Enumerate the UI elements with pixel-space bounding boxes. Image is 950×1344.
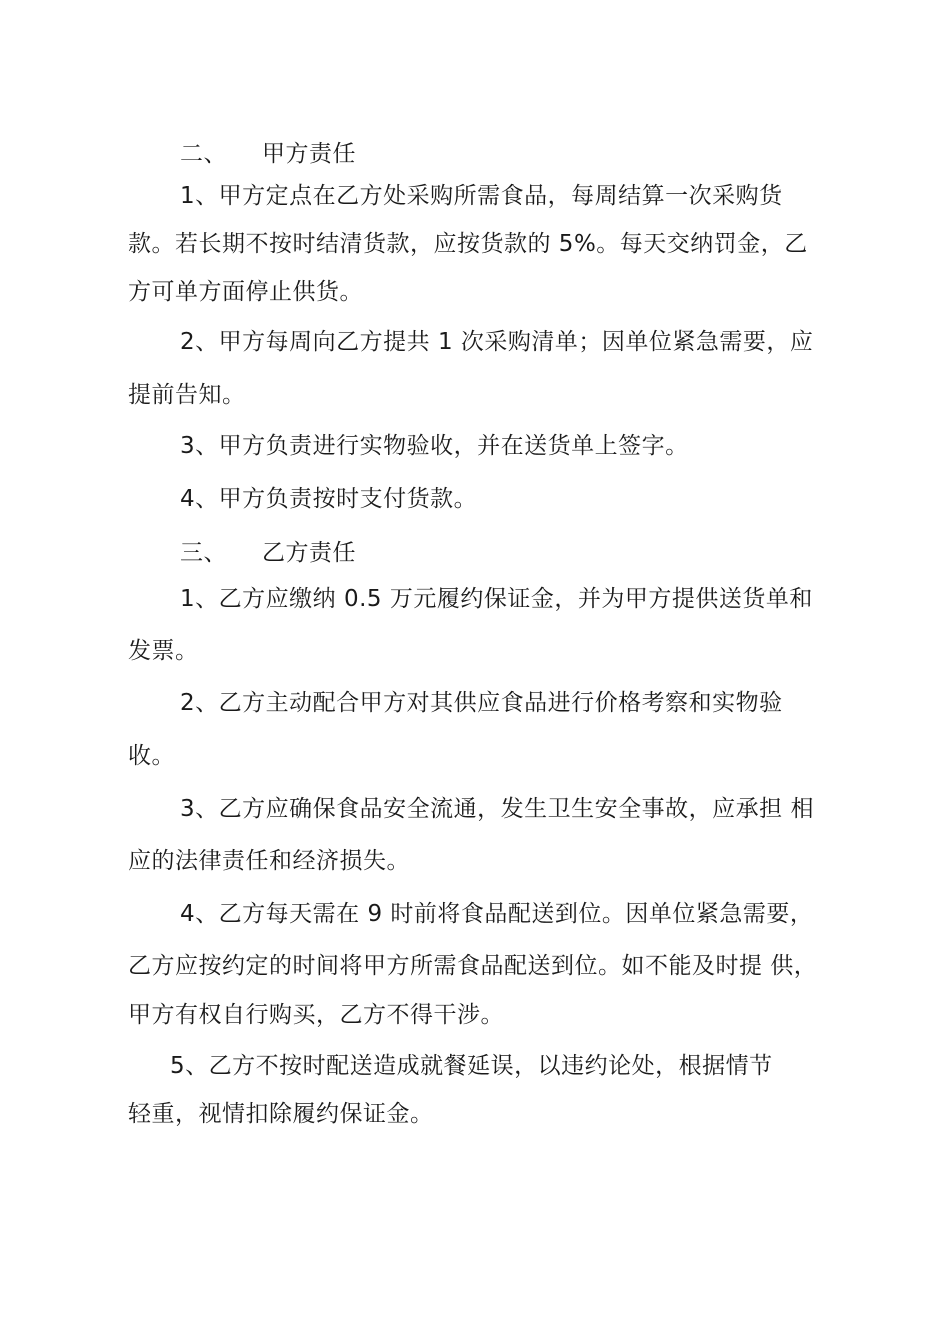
paragraph-line: 提前告知。	[128, 382, 246, 408]
paragraph-line: 轻重，视情扣除履约保证金。	[128, 1101, 434, 1127]
section-title: 乙方责任	[262, 540, 356, 566]
paragraph-line: 收。	[128, 743, 175, 769]
paragraph-line: 1、甲方定点在乙方处采购所需食品，每周结算一次采购货	[180, 183, 783, 209]
paragraph-line: 乙方应按约定的时间将甲方所需食品配送到位。如不能及时提 供，	[128, 953, 818, 979]
paragraph-line: 发票。	[128, 638, 199, 664]
paragraph-line: 2、甲方每周向乙方提共 1 次采购清单；因单位紧急需要，应	[180, 329, 814, 355]
paragraph-line: 4、乙方每天需在 9 时前将食品配送到位。因单位紧急需要，	[180, 901, 814, 927]
section-title: 甲方责任	[262, 141, 356, 167]
paragraph-line: 3、甲方负责进行实物验收，并在送货单上签字。	[180, 433, 689, 459]
section-number: 三、	[180, 540, 227, 566]
paragraph-line: 款。若长期不按时结清货款，应按货款的 5%。每天交纳罚金，乙	[128, 231, 808, 257]
paragraph-line: 甲方有权自行购买，乙方不得干涉。	[128, 1002, 504, 1028]
paragraph-line: 应的法律责任和经济损失。	[128, 848, 410, 874]
paragraph-line: 1、乙方应缴纳 0.5 万元履约保证金，并为甲方提供送货单和	[180, 586, 813, 612]
paragraph-line: 3、乙方应确保食品安全流通，发生卫生安全事故，应承担 相	[180, 796, 814, 822]
section-number: 二、	[180, 141, 227, 167]
paragraph-line: 5、乙方不按时配送造成就餐延误，以违约论处，根据情节	[170, 1053, 773, 1079]
paragraph-line: 2、乙方主动配合甲方对其供应食品进行价格考察和实物验	[180, 690, 783, 716]
paragraph-line: 4、甲方负责按时支付货款。	[180, 486, 478, 512]
paragraph-line: 方可单方面停止供货。	[128, 279, 363, 305]
